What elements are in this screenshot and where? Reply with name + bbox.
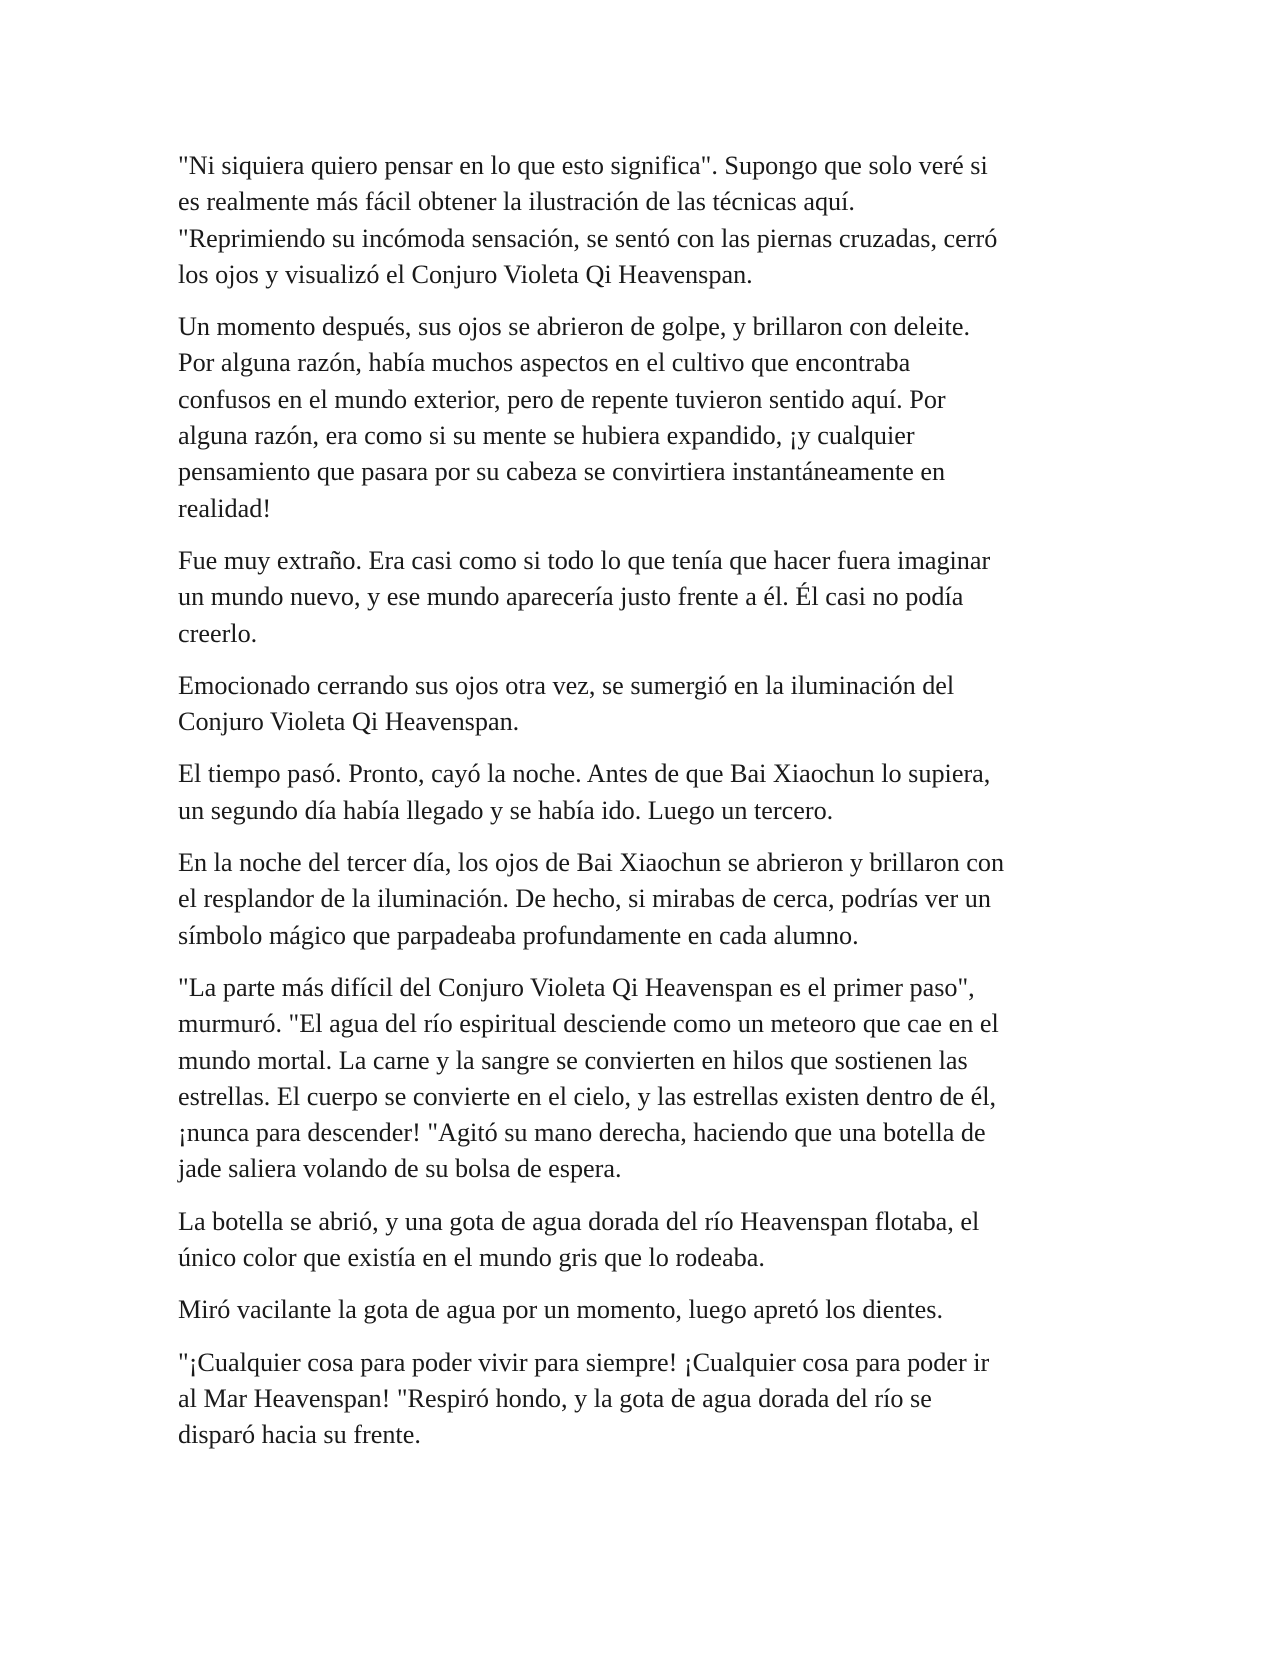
paragraph: El tiempo pasó. Pronto, cayó la noche. Antes de que Bai Xiaochun lo supiera, un segundo día había llegado y se había ido. Luego un tercero. <box>178 759 991 825</box>
paragraph: Miró vacilante la gota de agua por un momento, luego apretó los dientes. <box>178 1295 944 1325</box>
paragraph: "Ni siquiera quiero pensar en lo que esto significa". Supongo que solo veré si es realmente más fácil obtener la ilustración de las técnicas aquí. "Reprimiendo su incómoda sensación, se sentó con las piernas cruzadas, cerró los ojos y visualizó el Conjuro Violeta Qi Heavenspan. <box>178 151 998 289</box>
paragraph: Un momento después, sus ojos se abrieron de golpe, y brillaron con deleite. Por alguna razón, había muchos aspectos en el cultivo que encontraba confusos en el mundo exterior, pero de repente tuvieron sentido aquí. Por alguna razón, era como si su mente se hubiera expandido, ¡y cualquier pensamiento que pasara por su cabeza se convirtiera instantáneamente en realidad! <box>178 312 970 523</box>
paragraph: "¡Cualquier cosa para poder vivir para siempre! ¡Cualquier cosa para poder ir al Mar Heavenspan! "Respiró hondo, y la gota de agua dorada del río se disparó hacia su frente. <box>178 1347 990 1450</box>
paragraph: "La parte más difícil del Conjuro Violeta Qi Heavenspan es el primer paso", murmuró. "El agua del río espiritual desciende como un meteoro que cae en el mundo mortal. La carne y la sangre se convierten en hilos que sostienen las estrellas. El cuerpo se convierte en el cielo, y las estrellas existen dentro de él, ¡nunca para descender! "Agitó su mano derecha, haciendo que una botella de jade saliera volando de su bolsa de espera. <box>178 972 999 1184</box>
paragraph: La botella se abrió, y una gota de agua dorada del río Heavenspan flotaba, el único color que existía en el mundo gris que lo rodeaba. <box>178 1206 980 1273</box>
paragraph: Emocionado cerrando sus ojos otra vez, se sumergió en la iluminación del Conjuro Violeta Qi Heavenspan. <box>178 670 955 737</box>
paragraph: Fue muy extraño. Era casi como si todo lo que tenía que hacer fuera imaginar un mundo nuevo, y ese mundo aparecería justo frente a él. Él casi no podía creerlo. <box>178 545 991 648</box>
paragraph: En la noche del tercer día, los ojos de Bai Xiaochun se abrieron y brillaron con el resplandor de la iluminación. De hecho, si mirabas de cerca, podrías ver un símbolo mágico que parpadeaba profundamente en cada alumno. <box>178 848 1005 950</box>
document-body <box>178 148 1118 1470</box>
